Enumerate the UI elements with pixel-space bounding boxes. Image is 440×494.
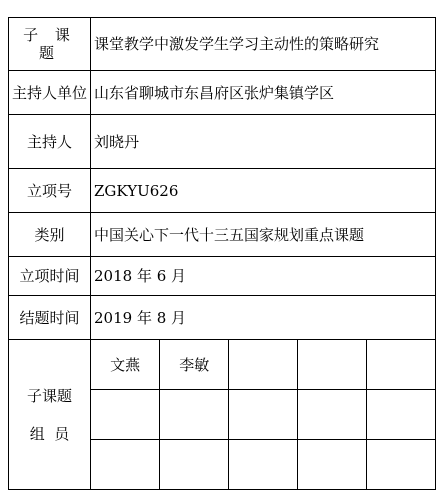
members-cell [91,340,436,490]
row-host [9,115,436,169]
member-cell [366,340,435,390]
project-info-form [8,17,436,471]
members-grid [91,340,435,489]
member-cell [229,340,298,390]
member-cell: 李敏 [160,340,229,390]
completion-time-value: 2019 年 8 月 [91,296,436,340]
member-cell [229,390,298,440]
host-unit-value: 山东省聊城市东昌府区张炉集镇学区 [91,71,436,115]
members-row [91,340,435,390]
approval-time-label: 立项时间 [9,257,91,296]
member-cell [366,440,435,490]
project-number-value: ZGKYU626 [91,169,436,213]
members-label-line2: 组 员 [29,424,70,443]
member-cell [91,390,160,440]
subtopic-label: 子 课 题 [9,18,91,71]
row-approval-time [9,257,436,296]
members-label-line1: 子课题 [26,386,72,405]
members-row [91,390,435,440]
member-cell [297,340,366,390]
completion-time-label: 结题时间 [9,296,91,340]
row-completion-time [9,296,436,340]
host-value: 刘晓丹 [91,115,436,169]
row-host-unit [9,71,436,115]
row-project-number [9,169,436,213]
member-cell [91,440,160,490]
approval-time-value: 2018 年 6 月 [91,257,436,296]
member-cell [160,390,229,440]
member-cell [229,440,298,490]
category-value: 中国关心下一代十三五国家规划重点课题 [91,213,436,257]
row-subtopic [9,18,436,71]
host-label: 主持人 [9,115,91,169]
subtopic-value: 课堂教学中激发学生学习主动性的策略研究 [91,18,436,71]
member-cell [366,390,435,440]
members-row [91,440,435,490]
category-label: 类别 [9,213,91,257]
member-cell: 文燕 [91,340,160,390]
host-unit-label: 主持人单位 [9,71,91,115]
member-cell [297,440,366,490]
member-cell [160,440,229,490]
project-info-table [8,17,436,490]
project-number-label: 立项号 [9,169,91,213]
row-members [9,340,436,490]
members-label [9,340,91,490]
row-category [9,213,436,257]
member-cell [297,390,366,440]
